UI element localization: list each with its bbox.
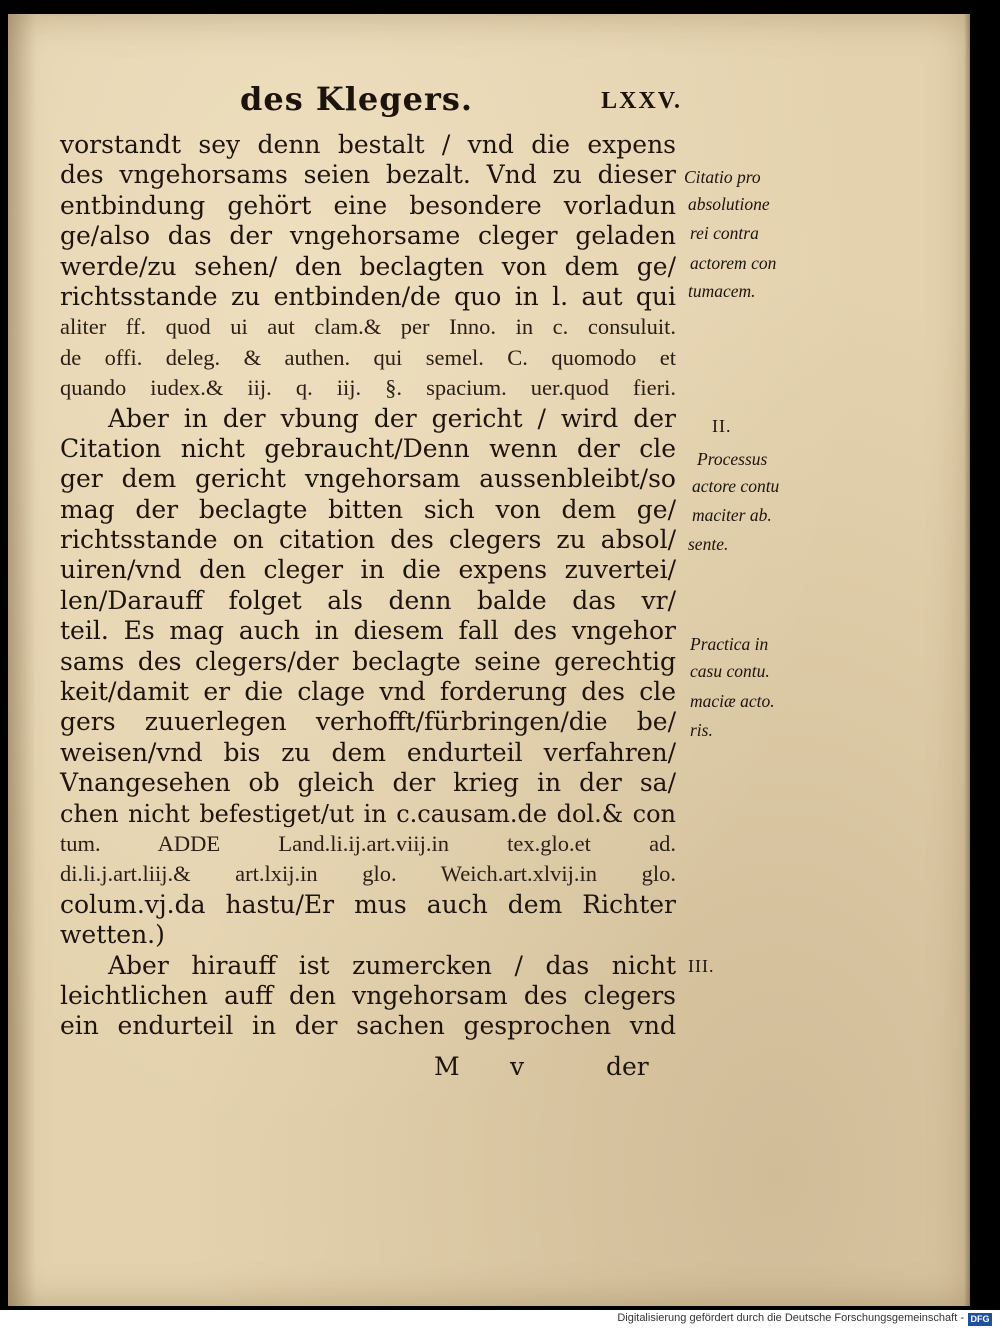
marginal-note: sente.	[688, 534, 729, 554]
text-line: richtsstande zu entbinden/de quo in l. aut qui	[60, 281, 676, 311]
main-text-block	[60, 130, 676, 1042]
marginal-note: actorem con	[690, 253, 777, 273]
marginal-note: absolutione	[688, 194, 770, 214]
text-line: colum.vj.da hastu/Er mus auch dem Richter	[60, 889, 676, 919]
catchword: der	[606, 1052, 649, 1081]
marginal-note: Practica in	[690, 634, 769, 654]
marginal-note: tumacem.	[688, 281, 756, 301]
marginal-note: actore contu	[692, 476, 780, 496]
marginal-note: ris.	[690, 720, 713, 740]
marginal-note: casu contu.	[690, 661, 770, 681]
running-head-title: des Klegers.	[240, 80, 473, 118]
dfg-logo-icon: DFG	[968, 1313, 992, 1326]
paragraph-start-line: Aber hirauff ist zumercken / das nicht	[108, 950, 676, 980]
text-line: weisen/vnd bis zu dem endurteil verfahren/	[60, 737, 676, 767]
text-line: richtsstande on citation des clegers zu absol/	[60, 525, 676, 555]
paragraph-start-line: Aber in der vbung der gericht / wird der	[108, 403, 676, 433]
marginal-note: Processus	[697, 449, 768, 469]
folio-number: LXXV.	[601, 88, 682, 114]
text-line: sams des clegers/der beclagte seine gerechtig	[60, 646, 676, 676]
text-line-latin: aliter ff. quod ui aut clam.& per Inno. in c. consuluit.	[60, 314, 676, 340]
text-line: ger dem gericht vngehorsam aussenbleibt/so	[60, 464, 676, 494]
signature-number: v	[510, 1052, 525, 1081]
text-line: vorstandt sey denn bestalt / vnd die expens	[60, 130, 676, 159]
page-edge-shadow	[964, 14, 970, 1306]
marginal-note: maciter ab.	[692, 505, 772, 525]
text-line: ein endurteil in der sachen gesprochen vnd	[60, 1011, 676, 1041]
running-head	[232, 80, 682, 124]
section-numeral: II.	[712, 416, 732, 436]
text-line-latin: quando iudex.& iij. q. iij. §. spacium. uer.quod fieri.	[60, 375, 676, 401]
marginal-note: rei contra	[690, 223, 759, 243]
text-line: keit/damit er die clage vnd forderung des cle	[60, 677, 676, 707]
text-line: uiren/vnd den cleger in die expens zuvertei/	[60, 555, 676, 585]
text-line: wetten.)	[60, 920, 165, 950]
text-line: leichtlichen auff den vngehorsam des clegers	[60, 980, 676, 1010]
text-line: entbindung gehört eine besondere vorladun	[60, 190, 676, 220]
marginal-note: maciæ acto.	[690, 691, 775, 711]
text-line: chen nicht befestiget/ut in c.causam.de dol.& con	[60, 799, 676, 828]
text-line-latin: de offi. deleg. & authen. qui semel. C. quomodo et	[60, 344, 676, 370]
text-line: werde/zu sehen/ den beclagten von dem ge/	[60, 251, 676, 281]
text-line: ge/also das der vngehorsame cleger geladen	[60, 221, 676, 251]
text-line: mag der beclagte bitten sich von dem ge/	[60, 494, 676, 524]
funding-credit: Digitalisierung gefördert durch die Deutsche Forschungsgemeinschaft -	[617, 1312, 964, 1324]
catchword-line	[420, 1052, 648, 1084]
text-line: len/Darauff folget als denn balde das vr/	[60, 585, 676, 615]
section-numeral: III.	[688, 956, 715, 976]
digitization-footer	[0, 1310, 1000, 1330]
text-line: Citation nicht gebraucht/Denn wenn der cle	[60, 433, 676, 463]
text-line: Vnangesehen ob gleich der krieg in der sa/	[60, 768, 676, 798]
text-line-latin: tum. ADDE Land.li.ij.art.viij.in tex.glo.et ad.	[60, 830, 676, 856]
text-line: gers zuuerlegen verhofft/fürbringen/die be/	[60, 707, 676, 737]
signature-mark: M	[434, 1052, 460, 1081]
text-line: des vngehorsams seien bezalt. Vnd zu dieser	[60, 160, 676, 190]
text-line-latin: di.li.j.art.liij.& art.lxij.in glo. Weich.art.xlvij.in glo.	[60, 861, 676, 887]
text-line: teil. Es mag auch in diesem fall des vngehor	[60, 616, 676, 646]
marginal-note: Citatio pro	[684, 167, 761, 187]
